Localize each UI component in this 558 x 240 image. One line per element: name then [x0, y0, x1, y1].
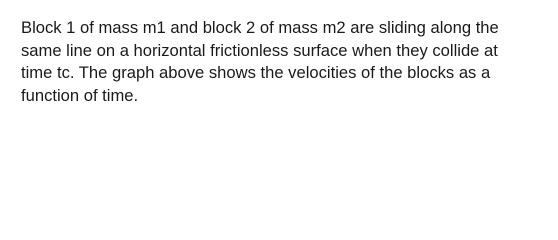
question-line-3: time tc. The graph above shows the velocities of the blocks as a	[21, 63, 491, 82]
question-line-2: same line on a horizontal frictionless surface when they collide at	[21, 40, 498, 60]
question-line-1: Block 1 of mass m1 and block 2 of mass m2 are sliding along the	[21, 18, 499, 37]
question-line-4: function of time.	[21, 85, 139, 105]
question-text	[21, 17, 551, 107]
